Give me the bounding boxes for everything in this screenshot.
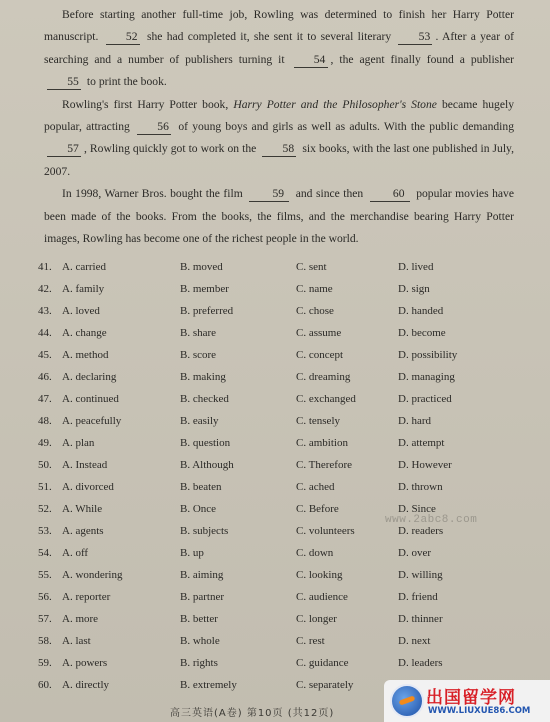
- question-number: 52.: [38, 503, 52, 515]
- option-a: A. plan: [62, 437, 95, 449]
- option-a: A. declaring: [62, 371, 117, 383]
- page-footer: 高三英语(A卷) 第10页 (共12页): [170, 708, 335, 719]
- option-row: [38, 476, 518, 498]
- option-a: A. agents: [62, 525, 104, 537]
- option-b: B. question: [180, 437, 231, 449]
- option-b: B. up: [180, 547, 204, 559]
- question-number: 43.: [38, 305, 52, 317]
- question-number: 50.: [38, 459, 52, 471]
- option-row: [38, 630, 518, 652]
- option-d: D. friend: [398, 591, 438, 603]
- option-a: A. method: [62, 349, 109, 361]
- text-span: , Rowling quickly got to work on the: [84, 142, 257, 156]
- option-row: [38, 652, 518, 674]
- option-row: [38, 388, 518, 410]
- logo-title: 出国留学网: [426, 688, 516, 708]
- option-a: A. Instead: [62, 459, 108, 471]
- text-span: Rowling's first Harry Potter book,: [62, 97, 229, 111]
- question-number: 51.: [38, 481, 52, 493]
- option-c: C. assume: [296, 327, 342, 339]
- option-row: [38, 542, 518, 564]
- option-row: [38, 608, 518, 630]
- question-number: 59.: [38, 657, 52, 669]
- option-c: C. concept: [296, 349, 344, 361]
- option-b: B. better: [180, 613, 218, 625]
- question-number: 42.: [38, 283, 52, 295]
- option-a: A. off: [62, 547, 89, 559]
- text-span: to print the book.: [86, 75, 167, 89]
- option-b: B. checked: [180, 393, 229, 405]
- option-d: D. hard: [398, 415, 431, 427]
- answer-options: [38, 256, 518, 696]
- option-b: B. Once: [180, 503, 217, 515]
- option-b: B. easily: [180, 415, 219, 427]
- option-c: C. looking: [296, 569, 343, 581]
- question-number: 41.: [38, 261, 52, 273]
- option-a: A. wondering: [62, 569, 123, 581]
- paragraph-1: [44, 4, 514, 94]
- option-a: A. family: [62, 283, 105, 295]
- option-d: D. possibility: [398, 349, 458, 361]
- option-a: A. powers: [62, 657, 108, 669]
- paragraph-3: [44, 183, 514, 250]
- blank-57: 57: [47, 142, 81, 157]
- logo-url: WWW.LIUXUE86.COM: [428, 706, 531, 716]
- option-d: D. lived: [398, 261, 434, 273]
- text-span: Before starting another full-time job, Rowling was determined to finish her Harry Potter manuscript.: [44, 8, 514, 44]
- blank-60: 60: [370, 187, 410, 202]
- globe-icon: [390, 684, 424, 718]
- option-a: A. continued: [62, 393, 119, 405]
- question-number: 48.: [38, 415, 52, 427]
- option-row: [38, 322, 518, 344]
- option-a: A. divorced: [62, 481, 114, 493]
- option-a: A. peacefully: [62, 415, 122, 427]
- option-c: C. sent: [296, 261, 327, 273]
- option-d: D. thinner: [398, 613, 443, 625]
- blank-58: 58: [262, 142, 296, 157]
- option-row: [38, 564, 518, 586]
- text-span: she had completed it, she sent it to several literary: [146, 30, 392, 44]
- site-logo[interactable]: [384, 680, 550, 722]
- option-d: D. Since: [398, 503, 436, 515]
- blank-56: 56: [137, 120, 171, 135]
- option-c: C. audience: [296, 591, 348, 603]
- question-number: 45.: [38, 349, 52, 361]
- option-b: B. preferred: [180, 305, 234, 317]
- question-number: 60.: [38, 679, 52, 691]
- blank-55: 55: [47, 75, 81, 90]
- option-b: B. moved: [180, 261, 223, 273]
- option-c: C. volunteers: [296, 525, 355, 537]
- option-c: C. Therefore: [296, 459, 352, 471]
- option-a: A. carried: [62, 261, 106, 273]
- blank-53: 53: [398, 30, 432, 45]
- option-c: C. Before: [296, 503, 339, 515]
- question-number: 46.: [38, 371, 52, 383]
- option-b: B. share: [180, 327, 217, 339]
- option-c: C. ambition: [296, 437, 348, 449]
- book-title: Harry Potter and the Philosopher's Stone: [233, 97, 437, 111]
- blank-54: 54: [294, 53, 328, 68]
- option-b: B. extremely: [180, 679, 237, 691]
- option-a: A. directly: [62, 679, 110, 691]
- option-b: B. aiming: [180, 569, 224, 581]
- paragraph-2: [44, 94, 514, 184]
- option-c: C. down: [296, 547, 334, 559]
- option-row: [38, 454, 518, 476]
- question-number: 57.: [38, 613, 52, 625]
- option-c: C. guidance: [296, 657, 349, 669]
- option-d: D. over: [398, 547, 431, 559]
- blank-59: 59: [249, 187, 289, 202]
- option-d: D. attempt: [398, 437, 445, 449]
- text-span: popular movies have been made of the books. From the books, the films, and the merchandise bearing Harry Potter images, Rowling has become one of the richest people in the world.: [44, 187, 514, 246]
- option-c: C. tensely: [296, 415, 340, 427]
- question-number: 47.: [38, 393, 52, 405]
- option-b: B. making: [180, 371, 226, 383]
- option-row: [38, 256, 518, 278]
- option-d: D. However: [398, 459, 452, 471]
- option-b: B. Although: [180, 459, 234, 471]
- option-a: A. While: [62, 503, 103, 515]
- option-row: [38, 586, 518, 608]
- question-number: 54.: [38, 547, 52, 559]
- option-b: B. member: [180, 283, 229, 295]
- option-d: D. thrown: [398, 481, 443, 493]
- option-d: D. managing: [398, 371, 455, 383]
- text-span: of young boys and girls as well as adults. With the public demanding: [178, 120, 514, 134]
- option-row: [38, 278, 518, 300]
- option-b: B. beaten: [180, 481, 222, 493]
- text-span: and since then: [295, 187, 364, 201]
- option-row: [38, 344, 518, 366]
- question-number: 55.: [38, 569, 52, 581]
- option-c: C. rest: [296, 635, 325, 647]
- option-row: [38, 366, 518, 388]
- option-c: C. ached: [296, 481, 335, 493]
- option-d: D. handed: [398, 305, 444, 317]
- text-span: became hugely popular, attracting: [44, 97, 514, 134]
- blank-52: 52: [106, 30, 140, 45]
- option-d: D. leaders: [398, 657, 443, 669]
- question-number: 49.: [38, 437, 52, 449]
- text-span: , the agent finally found a publisher: [330, 52, 514, 66]
- option-c: C. separately: [296, 679, 354, 691]
- option-d: D. readers: [398, 525, 444, 537]
- option-d: D. become: [398, 327, 446, 339]
- option-a: A. change: [62, 327, 107, 339]
- option-d: D. practiced: [398, 393, 452, 405]
- option-a: A. last: [62, 635, 91, 647]
- text-span: In 1998, Warner Bros. bought the film: [62, 187, 243, 201]
- option-b: B. whole: [180, 635, 220, 647]
- option-b: B. subjects: [180, 525, 229, 537]
- option-d: D. willing: [398, 569, 443, 581]
- option-c: C. dreaming: [296, 371, 351, 383]
- question-number: 44.: [38, 327, 52, 339]
- text-span: . After a year of searching and a number of publishers turning it: [44, 30, 514, 66]
- option-a: A. more: [62, 613, 99, 625]
- question-number: 58.: [38, 635, 52, 647]
- option-c: C. longer: [296, 613, 337, 625]
- option-b: B. score: [180, 349, 217, 361]
- option-d: D. sign: [398, 283, 430, 295]
- option-a: A. loved: [62, 305, 100, 317]
- option-c: C. name: [296, 283, 333, 295]
- question-number: 56.: [38, 591, 52, 603]
- option-a: A. reporter: [62, 591, 111, 603]
- question-number: 53.: [38, 525, 52, 537]
- text-span: six books, with the last one published in July, 2007.: [44, 142, 514, 178]
- option-row: [38, 432, 518, 454]
- option-c: C. chose: [296, 305, 334, 317]
- option-row: [38, 410, 518, 432]
- option-b: B. rights: [180, 657, 218, 669]
- reading-passage: [44, 4, 514, 250]
- option-row: [38, 300, 518, 322]
- watermark-text: www.2abc8.com: [385, 514, 478, 526]
- option-d: D. next: [398, 635, 431, 647]
- option-c: C. exchanged: [296, 393, 356, 405]
- option-b: B. partner: [180, 591, 224, 603]
